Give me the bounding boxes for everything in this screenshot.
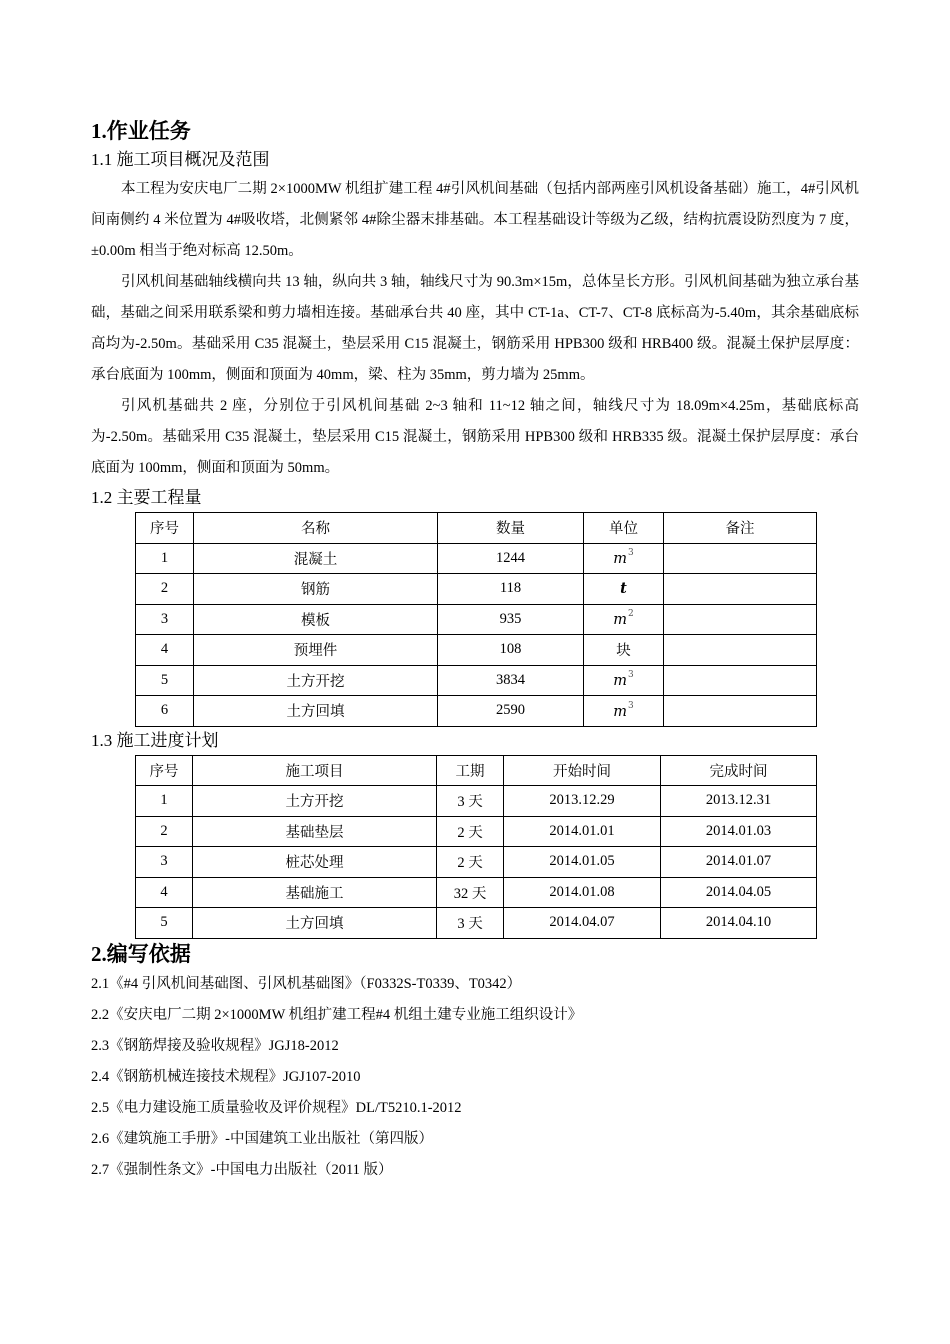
table-row [136, 816, 817, 847]
task-start: 2014.01.05 [504, 847, 661, 878]
task-name: 土方开挖 [193, 786, 437, 817]
row-number: 3 [136, 847, 193, 878]
header-cell: 备注 [664, 513, 817, 544]
task-start: 2013.12.29 [504, 786, 661, 817]
item-name: 混凝土 [194, 543, 438, 574]
row-number: 1 [136, 543, 194, 574]
unit-symbol: $m^2$ [613, 609, 634, 629]
header-cell: 序号 [136, 513, 194, 544]
quantities-table [135, 512, 817, 727]
header-cell: 单位 [584, 513, 664, 544]
task-start: 2014.04.07 [504, 908, 661, 939]
table-header-row [136, 513, 817, 544]
row-number: 5 [136, 665, 194, 696]
overview-paragraph-3: 引风机基础共 2 座，分别位于引风机间基础 2~3 轴和 11~12 轴之间，轴线尺寸为 18.09m×4.25m，基础底标高为-2.50m。基础采用 C35 混凝土，垫层采用 C15 混凝土，钢筋采用 HPB300 级和 HRB335 级。混凝土保护层厚度：承台底面为 100mm，侧面和顶面为 50mm。 [91, 398, 859, 476]
item-quantity: 118 [438, 574, 584, 605]
reference-item: 2.4《钢筋机械连接技术规程》JGJ107-2010 [91, 1068, 361, 1085]
item-note [664, 696, 817, 727]
item-name: 钢筋 [194, 574, 438, 605]
section-1-1-heading: 1.1 施工项目概况及范围 [91, 150, 270, 169]
header-cell: 施工项目 [193, 755, 437, 786]
item-note [664, 604, 817, 635]
row-number: 2 [136, 574, 194, 605]
schedule-table [135, 755, 817, 939]
item-unit [584, 543, 664, 574]
item-note [664, 574, 817, 605]
table-row [136, 696, 817, 727]
row-number: 3 [136, 604, 194, 635]
header-cell: 数量 [438, 513, 584, 544]
document-page [91, 116, 859, 1186]
row-number: 6 [136, 696, 194, 727]
section-1-2-heading: 1.2 主要工程量 [91, 488, 202, 507]
item-note [664, 635, 817, 666]
table-row [136, 908, 817, 939]
item-note [664, 543, 817, 574]
item-name: 预埋件 [194, 635, 438, 666]
task-name: 基础施工 [193, 877, 437, 908]
table-row [136, 877, 817, 908]
header-cell: 开始时间 [504, 755, 661, 786]
reference-item: 2.5《电力建设施工质量验收及评价规程》DL/T5210.1-2012 [91, 1099, 462, 1116]
unit-symbol: $m^3$ [613, 700, 634, 720]
table-header-row [136, 755, 817, 786]
item-quantity: 2590 [438, 696, 584, 727]
task-duration: 32 天 [437, 877, 504, 908]
task-duration: 3 天 [437, 786, 504, 817]
task-end: 2014.01.03 [661, 816, 817, 847]
item-unit [584, 574, 664, 605]
row-number: 1 [136, 786, 193, 817]
reference-list [91, 969, 859, 1186]
reference-item: 2.2《安庆电厂二期 2×1000MW 机组扩建工程#4 机组土建专业施工组织设计》 [91, 1006, 583, 1023]
item-unit: 块 [584, 635, 664, 666]
task-name: 桩芯处理 [193, 847, 437, 878]
header-cell: 名称 [194, 513, 438, 544]
item-quantity: 3834 [438, 665, 584, 696]
row-number: 4 [136, 635, 194, 666]
table-row [136, 635, 817, 666]
task-start: 2014.01.08 [504, 877, 661, 908]
task-start: 2014.01.01 [504, 816, 661, 847]
section-2-heading: 2.编写依据 [91, 941, 191, 966]
item-unit [584, 604, 664, 635]
reference-item: 2.7《强制性条文》-中国电力出版社（2011 版） [91, 1161, 393, 1178]
task-name: 基础垫层 [193, 816, 437, 847]
unit-symbol: $m^3$ [613, 670, 634, 690]
row-number: 4 [136, 877, 193, 908]
table-row [136, 574, 817, 605]
overview-paragraph-2: 引风机间基础轴线横向共 13 轴，纵向共 3 轴，轴线尺寸为 90.3m×15m，总体呈长方形。引风机间基础为独立承台基础，基础之间采用联系梁和剪力墙相连接。基础承台共 40 座，其中 CT-1a、CT-7、CT-8 底标高为-5.40m，其余基础底标高均为-2.50m。基础采用 C35 混凝土，垫层采用 C15 混凝土，钢筋采用 HPB300 级和 HRB400 级。混凝土保护层厚度：承台底面为 100mm，侧面和顶面为 40mm，梁、柱为 35mm，剪力墙为 25mm。 [91, 274, 859, 383]
item-note [664, 665, 817, 696]
overview-paragraph-1: 本工程为安庆电厂二期 2×1000MW 机组扩建工程 4#引风机间基础（包括内部两座引风机设备基础）施工，4#引风机间南侧约 4 米位置为 4#吸收塔，北侧紧邻 4#除尘器末排基础。本工程基础设计等级为乙级，结构抗震设防烈度为 7 度，±0.00m 相当于绝对标高 12.50m。 [91, 181, 859, 259]
task-end: 2014.01.07 [661, 847, 817, 878]
section-1-heading: 1.作业任务 [91, 119, 191, 143]
task-end: 2014.04.10 [661, 908, 817, 939]
task-duration: 3 天 [437, 908, 504, 939]
row-number: 5 [136, 908, 193, 939]
task-end: 2013.12.31 [661, 786, 817, 817]
item-unit [584, 696, 664, 727]
unit-symbol: t [620, 579, 627, 597]
header-cell: 工期 [437, 755, 504, 786]
header-cell: 完成时间 [661, 755, 817, 786]
section-1-3-heading: 1.3 施工进度计划 [91, 730, 219, 750]
item-name: 土方回填 [194, 696, 438, 727]
item-quantity: 108 [438, 635, 584, 666]
item-name: 模板 [194, 604, 438, 635]
task-duration: 2 天 [437, 816, 504, 847]
task-name: 土方回填 [193, 908, 437, 939]
table-row [136, 543, 817, 574]
reference-item: 2.6《建筑施工手册》-中国建筑工业出版社（第四版） [91, 1130, 433, 1147]
table-row [136, 604, 817, 635]
item-quantity: 1244 [438, 543, 584, 574]
reference-item: 2.3《钢筋焊接及验收规程》JGJ18-2012 [91, 1037, 339, 1054]
table-row [136, 786, 817, 817]
item-unit [584, 665, 664, 696]
table-row [136, 847, 817, 878]
row-number: 2 [136, 816, 193, 847]
reference-item: 2.1《#4 引风机间基础图、引风机基础图》（F0332S-T0339、T0342） [91, 975, 522, 992]
task-end: 2014.04.05 [661, 877, 817, 908]
task-duration: 2 天 [437, 847, 504, 878]
table-row [136, 665, 817, 696]
item-name: 土方开挖 [194, 665, 438, 696]
header-cell: 序号 [136, 755, 193, 786]
item-quantity: 935 [438, 604, 584, 635]
unit-symbol: $m^3$ [613, 548, 634, 568]
